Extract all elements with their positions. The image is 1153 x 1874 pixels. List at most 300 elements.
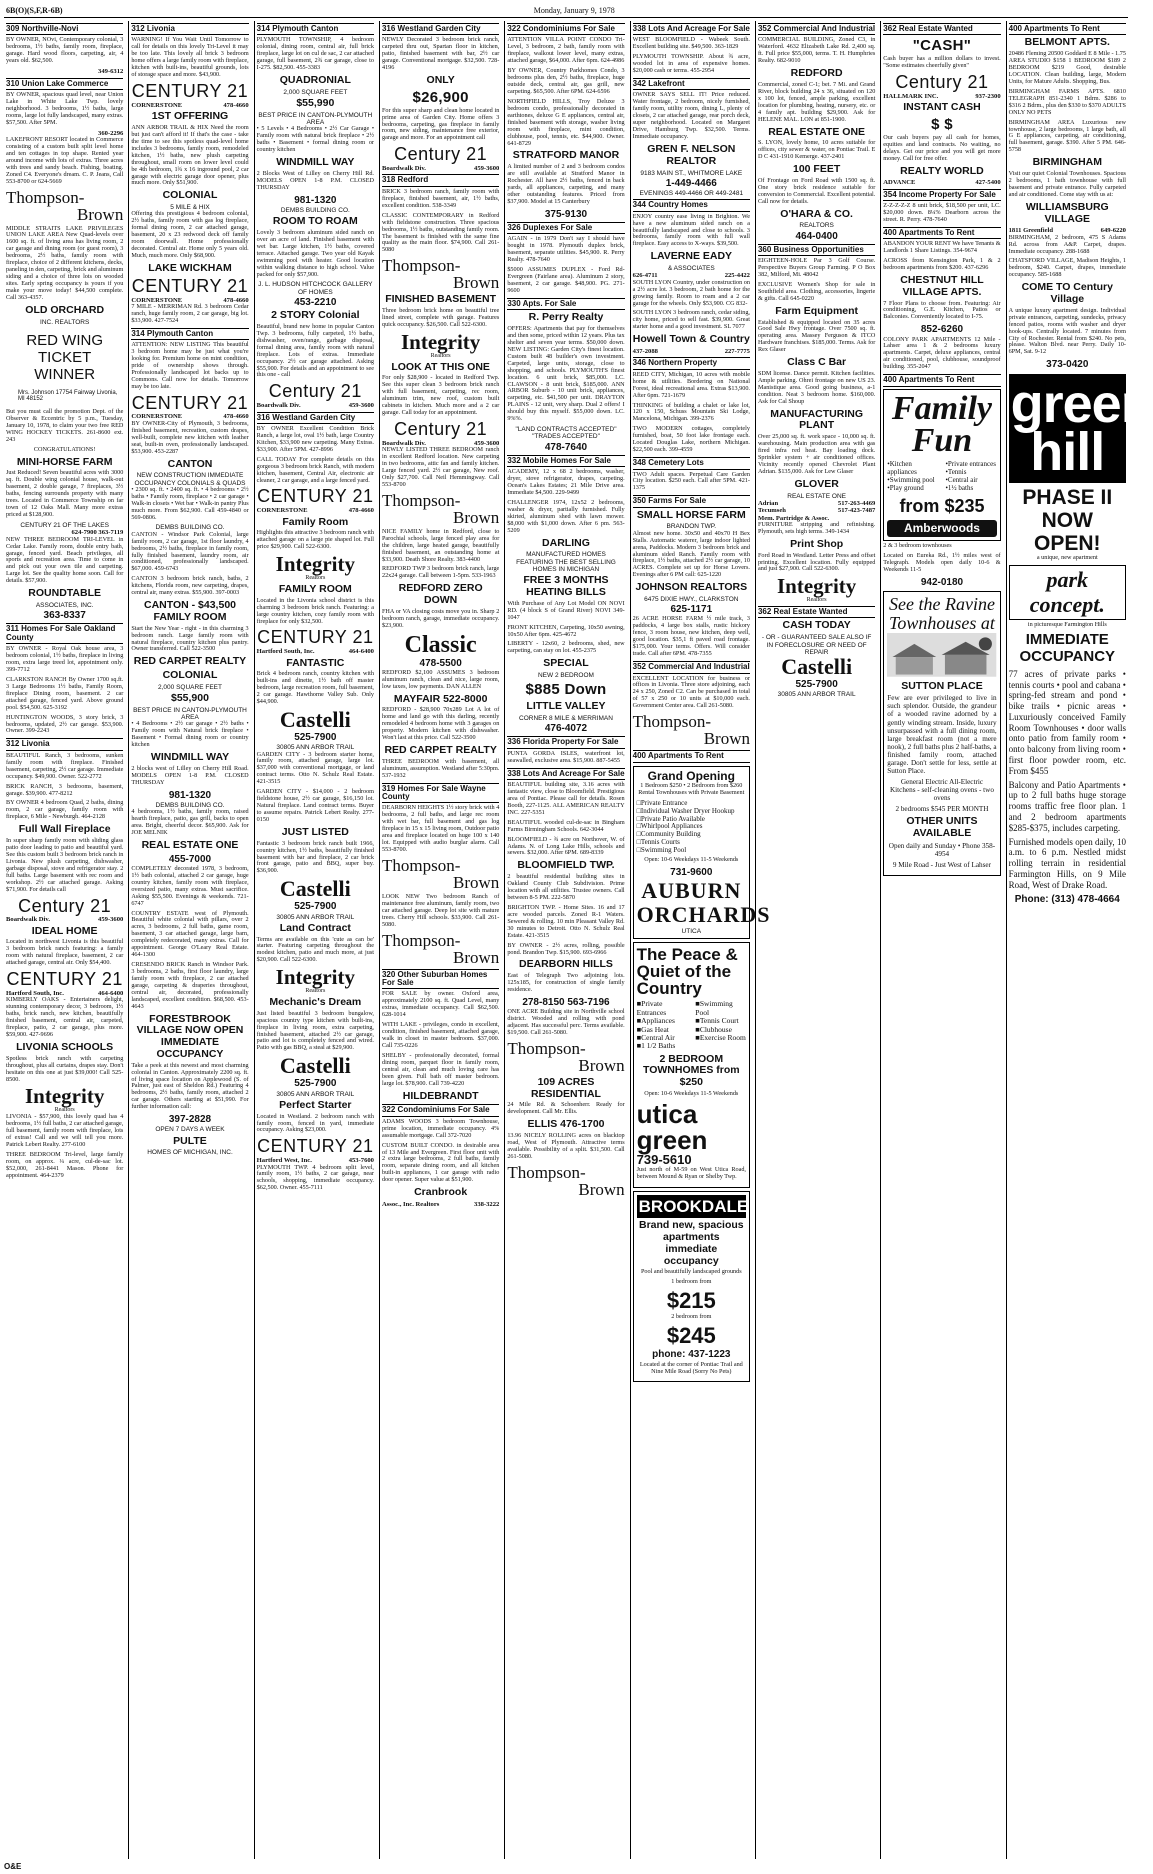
ad-headline: ELLIS 476-1700 — [527, 1118, 605, 1131]
green-hill-tagline: a unique, new apartment — [1036, 553, 1098, 561]
classified-ad: SHELBY - professionally decorated, formal dining room, parquet floor in family room, central air, clean and much loving care has been given. Full bath off master bedroom. large lot. $78,900. Call 739-4220 — [381, 1051, 500, 1087]
classified-ad: Brick 4 bedroom ranch, country kitchen with built-ins and dinette, 1½ bath off master bedroom, large recreation room, full basement, 2 car garage. Hawthorne Valley Sub. Only $44,900. — [256, 670, 374, 706]
logo-line-1: Thompson- — [381, 256, 461, 276]
classified-ad: Spotless brick ranch with carpeting throughout, plus all curtains, drapes stay. Don't hesitate on this one at just $39,000! Call 525-8500. — [6, 1054, 124, 1083]
brookdale-phone: phone: 437-1223 — [652, 1349, 731, 1361]
ad-headline: REDFORD — [790, 67, 843, 80]
auburn-feature: □ Whirlpool Appliances — [637, 823, 746, 831]
classified-ad: HUNTINGTON WOODS, 3 story brick, 3 bedrooms, updated, 2½ car garage. $53,900. Owner. 399-2243 — [6, 713, 124, 735]
ad-subline: BEST PRICE IN CANTON-PLYMOUTH AREA — [258, 111, 373, 127]
classified-ad: REED CITY, Michigan, 10 acres with mobile home & utilities. Bordering on National Forest, ideal recreational area. Extras $13,900. After 6pm. 721-1679 — [632, 370, 750, 399]
ad-subline: 5 MILE & HIX — [170, 204, 210, 212]
ad-subline: DEMBS BUILDING CO. — [155, 524, 225, 532]
ad-headline: GLOVER — [794, 477, 839, 490]
section-heading: 336 Florida Property For Sale — [507, 736, 624, 748]
logo-line-1: Thompson- — [507, 1038, 586, 1058]
classified-ad: $5000 ASSUMES DUPLEX - Ford Rd-Evergreen (Fairlane area). Aluminum 2 story, basement, 2 car garage. $48,900. PG. 271-9600 — [507, 266, 625, 294]
ad-headline: 1ST OFFERING — [151, 110, 229, 123]
ad-subline: CORNER 8 MILE & MERRIMAN — [519, 714, 613, 722]
classified-ad: BEAUTIFUL Ranch, 3 bedrooms, sunken family room with fireplace. Finished basement, carpeting, 2½ car garage. Immediate occupancy. $49,900. Owner. 522-2772 — [6, 751, 124, 780]
winner-address: Mrs. Johnson 17754 Fairway Livonia, MI 48152 — [18, 389, 118, 403]
ad-headline: ONLY — [426, 74, 455, 87]
classified-ad: 7 MILE - MERRIMAN Rd. 3 bedroom Cedar ranch, huge family room, 2 car garage, big lot. $33,900. 427-7524 — [131, 302, 249, 324]
ad-headline: BIRMINGHAM — [1032, 156, 1102, 169]
classified-ad: With Purchase of Any Lot Model ON NOVI RD. (4 block S of Grand River) NOVI 349-1047 — [507, 599, 625, 621]
agency-name: CORNERSTONE — [131, 413, 183, 421]
ad-headline: ROUNDTABLE — [28, 587, 102, 600]
page-footer: O&E — [4, 1862, 22, 1872]
family-fun-features — [887, 461, 996, 492]
ad-subline: HOMES OF MICHIGAN, INC. — [147, 1149, 233, 1157]
agency-name: Hartford South, Inc. — [256, 648, 315, 656]
classified-ad: Located in the Livonia school district is this charming 3 bedroom brick ranch. Featuring: a large country kitchen, cozy family room with fireplace for only $32,500. — [256, 596, 374, 625]
ad-subline: MANUFACTURED HOMES FEATURING THE BEST SELLING HOMES IN MICHIGAN — [516, 551, 616, 573]
utica-green-logo: utica green — [636, 1098, 708, 1155]
classified-ad: REDFORD TWP 3 bedroom brick ranch, large 22x24 garage. Call between 1-5pm. 533-1963 — [381, 565, 500, 580]
classified-ad: REDFORD - $28,900 70x289 Lot A lot of home and land go with this darling, recently remodeled 4 bedroom home with 3 garages on property. Modern kitchen with dishwasher. Won't last at this price. Call 522-3500 — [381, 706, 500, 742]
section-heading: 319 Homes For Sale Wayne County — [382, 783, 499, 804]
ad-phone-large: 375-9130 — [544, 208, 588, 220]
column-3 — [254, 21, 376, 1859]
ad-headline: 109 ACRES RESIDENTIAL — [530, 1075, 601, 1100]
classified-ad: NICE FAMILY home in Redford, close to Parochial schools, large fenced play area for the children, large heated garage, beautifully finished basement, an outstanding home at $33,900. Death Shore Realty. 383-4400 — [381, 527, 500, 563]
ad-headline: LAKE WICKHAM — [148, 261, 232, 274]
ad-headline: O'HARA & CO. — [780, 207, 853, 220]
ad-phone-large: 278-8150 563-7196 — [522, 997, 610, 1008]
auburn-city: UTICA — [681, 928, 702, 936]
ad-headline: Family Room — [282, 515, 349, 528]
ad-phone: 624-7900 363-7119 — [71, 529, 124, 537]
agency-phone: 453-7600 — [348, 1157, 374, 1165]
classified-ad: LIBERTY - 12x60, 2 bedrooms, shed, new carpeting, can stay on lot. 455-2375 — [507, 640, 625, 655]
classified-ad: COMMERCIAL BUILDING, Zoned C3, in Waterford. 4632 Elizabeth Lake Rd. 2,400 sq. ft. Full price $55,000, terms. T. H. Humphries Realty. 682-9010 — [757, 36, 876, 65]
ad-subline: 30805 ANN ARBOR TRAIL — [276, 1090, 355, 1098]
integrity-logo: Integrity — [25, 1084, 105, 1109]
column-1 — [4, 21, 125, 1859]
ad-headline: REDFORD ZERO DOWN — [398, 582, 483, 607]
utica-feature: ■ Gas Heat — [637, 1026, 688, 1034]
century-21-logo: CENTURY 21 — [257, 1136, 374, 1157]
sutton-hours: Open daily and Sunday • Phone 358-4954 — [888, 841, 996, 858]
classified-ad: KIMBERLY OAKS - Entertainers delight, stunning contemporary decor, 3 bedroom, 1½ baths, brick ranch, new kitchen, beautifully finished basement, central air, carpeted, fireplace, patio, 2 car garage, plus more. $59,900. 427-9696 — [6, 996, 124, 1039]
sutton-other: OTHER UNITS AVAILABLE — [906, 815, 978, 839]
brookdale-ad — [633, 1191, 750, 1382]
classified-ad: Commercial, zoned C-1; bet. 7 Mi. and Grand River, block building 24 x 36, situated on 120 x 100 lot, fenced, ample parking, excellent location for plumbing, heating, nursery, etc. or 4 family apt. building $29,900. Ask for HELENE MAL. LON at 851-1900. — [757, 80, 876, 123]
column-7 — [755, 21, 877, 1859]
integrity-sub: Realtors — [806, 597, 827, 604]
classified-ad: GARDEN CITY - 3 bedroom starter home, family room, attached garage, large lot. $37,000 with conventional mortgage, or land contract terms. Otto N. Schulz Real Estate. 421-3515 — [256, 750, 374, 786]
classified-ad: BY OWNER - Royal Oak house area, 3 bedroom colonial, 1½ baths, fireplace in living room, extra large treed lot, appointment only. 399-7712 — [6, 645, 124, 673]
section-heading: 344 Country Homes — [633, 199, 750, 211]
issue-date: Monday, January 9, 1978 — [533, 6, 615, 16]
classified-ad: CALL TODAY For complete details on this gorgeous 3 bedroom brick Ranch, with modern kitchen, basement, Central Air, electronic air cleaner, 2 car garage, and a large fenced yard. — [256, 455, 374, 484]
ad-headline: BELMONT APTS. — [1024, 36, 1110, 49]
park-concept-logo: park concept. — [1009, 565, 1126, 620]
classified-ad: For this super sharp and clean home located in prime area of Garden City. Home offers 3 bedrooms, carpeting, gas fireplace in family room, new siding, maintenance free exterior, garage and more. For an appointment call — [381, 106, 500, 142]
ad-headline: $55,990 — [296, 97, 335, 110]
logo-line-1: Thompson- — [6, 187, 85, 207]
ad-subline: ASSOCIATES, INC. — [35, 601, 94, 609]
ad-headline: LOOK AT THIS ONE — [391, 360, 490, 373]
ad-headline: FANTASTIC — [286, 656, 345, 669]
ad-subline: BEST PRICE IN CANTON-PLYMOUTH AREA — [133, 706, 247, 722]
classified-ad: Z-Z-Z-Z-Z 8 unit brick, $18,500 per unit, LC. $20,000 down. 8¼% Dearborn across the street. R. Perry. 478-7640 — [883, 202, 1001, 223]
classified-ad: BY OWNER, NOvi, Contemporary colonial, 3 bedrooms, 1½ baths, family room, fireplace, garage. Hard wood floors, carpeting, air, 4 years old. $62,500. — [6, 36, 124, 65]
agency-phone: 937-2300 — [975, 92, 1001, 100]
column-4 — [379, 21, 501, 1859]
ad-subline: BRANDON TWP. — [666, 523, 717, 531]
section-heading: 400 Apartments To Rent — [633, 750, 750, 762]
ad-subline: & ASSOCIATES — [667, 265, 715, 273]
classified-ad: Fantastic 3 bedroom brick ranch built 1966, country kitchen, 1½ baths, beautifully finished basement with bar and fireplace, 2 car brick front garage, patio and BBQ, super buy. $36,900. — [256, 839, 374, 875]
ad-headline: FAMILY ROOM — [278, 582, 352, 595]
classified-ad: 26 ACRE HORSE FARM ½ mile track, 3 paddocks, 4 large box stalls, rustic hickory fence, 3 room house, new kitchen, deep well, good location. $35,1 ft paved road frontage. $175,000. Your terms. Offers. Will consider trade. Call after 6PM. 478-7355 — [632, 615, 750, 658]
agency-name: Boardwalk Div. — [381, 439, 426, 447]
section-heading: 348 Cemetery Lots — [633, 457, 750, 469]
classified-ad: CHATSFORD VILLAGE, Madison Heights, 1 bedroom, $240. Carpet, drapes, immediate occupancy. 585-1688 — [1008, 257, 1126, 279]
integrity-sub: Realtors — [430, 352, 451, 359]
ticket-winner-heading: RED WING TICKET WINNER — [26, 331, 103, 384]
classified-ad: ATTENTION VILLA POINT CONDO Tri-Level, 3 bedroom, 2 bath, family room with fireplace, walkout lower level, many extras, attached garage, $64,000. After 6pm. 624-4986 — [507, 36, 625, 65]
classified-ad: BEAUTIFUL wooded cul-de-sac in Bingham Farms Birmingham Schools. 642-3044 — [507, 818, 625, 833]
classified-ad: BY OWNER Excellent Condition Brick Ranch, a large lot, oval 1½ bath, large Country Kitchen, $33,900 new carpeting. Many Extras. $33,900. After 5PM. 427-8996 — [256, 424, 374, 453]
classified-ad: 2 & 3 bedroom townhouses — [883, 542, 952, 550]
classified-ad: Take a peek at this newest and most charming colonial in Canton. Approximately 2200 sq. ft. of living space location on Applewood (S. of Palmer, just east of Sheldon Rd.) Featuring 4 bedrooms, 2½ baths, family room, attached 2 car garage. Others starting at $51,990. For further information call: — [131, 1061, 249, 1111]
utica-directions: Just north of M-59 on West Utica Road, between Mound & Ryan or Shelby Twp. — [636, 1166, 746, 1181]
thompson-brown-logo — [6, 189, 123, 223]
section-heading: 330 Apts. For Sale — [507, 298, 624, 310]
ad-center-line: CONGRATULATIONS! — [33, 445, 96, 453]
ad-price-display: $885 Down — [525, 681, 607, 699]
classified-ad: Lovely 3 bedroom aluminum sided ranch on over an acre of land. Finished basement with wet bar. Large kitchen, 1½ baths, covered terrace. Attached garage. Two year old Kayak swimming pool with heater. Good location within walking distance to high school. Value packed for only $57,900. — [256, 228, 374, 278]
section-heading: 342 Lakefront — [633, 78, 750, 90]
ad-subline: J. L. HUDSON HITCHCOCK GALLERY OF HOMES — [258, 281, 373, 296]
ad-subline: 9183 MAIN ST., WHITMORE LAKE — [640, 169, 743, 177]
section-heading: 332 Mobile Homes For Sale — [507, 455, 624, 467]
ad-headline: FINISHED BASEMENT — [385, 293, 497, 306]
classified-ad: SOUTH LYON Country, under construction on a 2½ acre lot. 3 bedroom, 2 bath home for the growing family. Room to roam and a 2 car garage for the wheels. Only $53,900. CG 832- — [632, 278, 750, 307]
agency-phone: 478-4660 — [223, 101, 249, 109]
logo-line-2: Brown — [703, 729, 750, 749]
century-21-logo: Century 21 — [268, 381, 362, 402]
sutton-address: 9 Mile Road - Just West of Lahser — [892, 860, 992, 869]
classified-ad: NEW THREE BEDROOM TRI-LEVEL in Cedar Lake. Family room, double entry bath, garage, fenced yard. Beach privileges, all sports and recreation area. Time to come in and pick out your own tile and carpeting. Large lot. See the quality home soon. Call for details. $57,900. — [6, 535, 124, 585]
ad-headline: Farm Equipment — [775, 304, 859, 317]
ad-headline: 2 STORY Colonial — [271, 309, 360, 322]
classified-ad: CLARKSTON RANCH By Owner 1700 sq.ft. 3 Large Bedrooms 1½ baths, Family Room, fireplace Dining room, basement. 2 car attached garage, fenced yard. Above ground pool. $54,500. 625-3192 — [6, 675, 124, 711]
section-heading: 354 Income Property For Sale — [883, 189, 1000, 201]
auburn-feature: □ Community Building — [637, 831, 746, 839]
agency-name: Adrian — [757, 499, 779, 507]
ad-headline: JOHNSON REALTORS — [635, 581, 748, 594]
brookdale-sub: Pool and beautifully landscaped grounds — [640, 1268, 742, 1276]
section-heading: 312 Livonia — [131, 23, 248, 35]
green-hill-copy-2: Balcony and Patio Apartments • up to 2 full baths huge storage rooms traffic free floor plan. 1 and 2 bedroom apartments $285-$375, includes carpeting. — [1008, 779, 1126, 833]
utica-feature: ■ Private Entrances — [637, 1000, 688, 1017]
ad-phone-large: 373-0420 — [1046, 359, 1089, 371]
utica-feature: ■ Appliances — [637, 1017, 688, 1025]
ad-phone-large: 464-0400 — [795, 230, 838, 242]
section-heading: 316 Westland Garden City — [382, 23, 499, 35]
green-hill-immediate: IMMEDIATE OCCUPANCY — [1019, 631, 1116, 665]
ad-headline: RED CARPET REALTY — [133, 655, 247, 668]
green-hill-copy-3: Furnished models open daily, 10 a.m. to 6 p.m. Nestled midst rolling terrain in residential Farmington Hills, on 9 Mile Road, West of Drake Road. — [1008, 836, 1126, 890]
classified-ad: LOOK NEW Two bedroom Ranch of maintenance free aluminum, family room, two car attached garage. Deep lot site with mature trees. Cherry Hill schools. $33,900. Call 261-5080. — [381, 892, 500, 928]
classified-ad: Visit our quiet Colonial Townhouses. Spacious 2 bedrooms, 1 bath townhouse with full basement and private entrance. Fully carpeted and air conditioned. Come stay with us at: — [1008, 170, 1126, 198]
ad-phone-large: 363-8337 — [43, 610, 86, 622]
ad-headline: QUADRONIAL — [279, 74, 351, 87]
classified-ad: OWNER SAYS SELL IT! Price reduced. Water frontage, 2 bedroom, nicely furnished, family room, utility room, dining L, plenty of closets, 2 car attached garage, rear porch deck, super neighborhood. Located on Margaret Drive, Hamburg Twp. $32,500. Terms. Immediate occupancy. — [632, 91, 750, 141]
sutton-place-ad — [883, 591, 1000, 876]
auburn-feature: □ Individual Washer Dryer Hookup — [637, 808, 746, 816]
green-hill-phone: Phone: (313) 478-4664 — [1014, 893, 1120, 905]
integrity-logo: Integrity — [275, 552, 355, 577]
agency-line — [382, 1201, 499, 1208]
agency-line — [883, 93, 1000, 100]
ad-headline: MAYFAIR 522-8000 — [393, 692, 488, 705]
section-heading: 352 Commercial And Industrial — [633, 661, 750, 673]
ad-phone-large: 453-2210 — [294, 296, 337, 308]
section-heading: 309 Northville-Novi — [6, 23, 123, 35]
classified-ad: PLYMOUTH TOWNSHIP, 4 bedroom colonial, dining room, central air, full brick fireplace, large lot on cul de sac, 2 car attached garage, full basement, 2¾ car garage, close to I-275. $82,500. 455-3383 — [256, 36, 374, 72]
feature-item: • Kitchen appliances — [887, 461, 938, 477]
classified-ad: THINKING of building a chalet or lake lot, 120 x 150, Schuss Mountain Ski Lodge, Mancelona, Michigan. 399-2376 — [632, 401, 750, 423]
ad-phone-large: 397-2828 — [168, 1114, 212, 1126]
ad-phone: 349-6312 — [98, 68, 124, 76]
classified-ad: WITH LAKE - privileges, condo in excellent, condition, finished basement, attached garage, walk in closet in master bedroom. $37,000. Call 735-0226 — [381, 1021, 500, 1050]
section-heading: 400 Apartments To Rent — [1009, 23, 1126, 35]
column-2 — [128, 21, 250, 1859]
ad-headline: FREE 3 MONTHS HEATING BILLS — [523, 574, 609, 599]
classified-ad: THREE BEDROOM with basement, all aluminum, assumption. Westland after 5:30pm. 537-1932 — [381, 757, 500, 779]
section-heading: 362 Real Estate Wanted — [883, 23, 1000, 35]
classified-ad: EXCLUSIVE Women's Shop for sale in Southfield area. Clothing, accessories, lingerie & gifts. Call 645-0220 — [757, 280, 876, 302]
auburn-feature: □ Swimming Pool — [637, 847, 746, 855]
century-21-logo: CENTURY 21 — [257, 486, 374, 507]
utica-feature: ■ Exercise Room — [695, 1034, 746, 1042]
classified-ad: NEWLY LISTED THREE BEDROOM ranch in excellent Redford location. New carpeting in two bedrooms, attic fan and family kitchen. Large fenced yard. 2½ car garage, New roof. Only $27,700. Call Neil Hemmingway. Call 553-8700 — [381, 446, 500, 488]
feature-item: • Swimming pool — [887, 477, 938, 485]
logo-line-2: Brown — [453, 273, 500, 293]
ad-subline: NEW CONSTRUCTION IMMEDIATE OCCUPANCY COLONIALS & QUADS — [134, 472, 246, 487]
section-heading: 338 Lots And Acreage For Sale — [507, 768, 624, 780]
classified-ad: Offering this prestigious 4 bedroom colonial, 2½ baths, family room with gas log fireplace, formal dining room, 2 car attached garage, basement, 20 x 23 redwood deck off family room doorwall. Home professionally decorated. Central air. Home only 5 years old. Much, much more. Only $68,900. — [131, 210, 249, 260]
classified-ad: Highlights this attractive 3 bedroom ranch with attached garage on a large pie shaped lot. Full price $29,900. Call 522-6300. — [256, 529, 374, 551]
ad-headline: COLONIAL — [162, 189, 218, 202]
section-heading: 320 Other Suburban Homes For Sale — [382, 969, 499, 990]
column-6-list — [633, 23, 750, 763]
century-21-logo: Century 21 — [394, 418, 488, 439]
agency-name: HALLMARK INC. — [883, 92, 939, 100]
ad-subline: NEW 2 BEDROOM — [537, 672, 594, 680]
classified-ad: Start the New Year - right - in this charming 3 bedroom ranch. Large family room with natural fireplace, country kitchen plus pantry. Owner transferred. Call 522-3500 — [131, 624, 249, 653]
century-21-logo: Century 21 — [18, 895, 112, 916]
brookdale-1br-label: 1 bedroom from — [671, 1278, 712, 1286]
classified-ad: WEST BLOOMFIELD - Wabeek South. Excellent building site. $49,500. 363-1829 — [632, 36, 750, 51]
classified-ad: A limited number of 2 and 3 bedroom condos are still available at Stratford Manor in Rochester. All have 2½ baths, fenced in back yards, all appliances, carpeting, and many other outstanding features. Priced from $37,900. Model at 15 Canterbury — [507, 163, 625, 205]
ad-headline: WINDMILL WAY — [276, 156, 355, 169]
classified-ad: DEARBORN HEIGHTS 1½ story brick with 4 bedrooms, 2 full baths, and large rec room with wet bar, full basement and gas log fireplace in 15 x 15 living room, Outdoor patio area and fireplace located on huge 100 x 140 lot. Equipped with audio burglar alarm. Call 553-8700. — [381, 804, 500, 854]
ad-phone-large: 981-1320 — [168, 789, 212, 801]
classified-ad: • 2300 sq. ft. • 2400 sq. ft. • 4 bedrooms • 2½ baths • Family room, fireplace • 2 car garage • Walk-in closets • Wet bar • Walk-in pantry Plus much more. From $62,900. Call 459-4840 or 569-0806. — [131, 485, 249, 521]
logo-line-2: Brown — [77, 204, 124, 224]
classified-ad: BY OWNER 4 bedroom Quad, 2 baths, dining room, 2 car garage, family room with fireplace, 6 Mile - Newburgh. 464-2128 — [6, 799, 124, 821]
thompson-brown-logo — [382, 492, 499, 526]
castelli-logo: Castelli — [279, 876, 351, 902]
ad-headline: DEARBORN HILLS — [519, 958, 613, 971]
integrity-logo: Integrity — [275, 965, 355, 990]
auburn-title: Grand Opening — [647, 768, 735, 783]
castelli-logo: Castelli — [279, 1053, 351, 1079]
century-21-logo: CENTURY 21 — [257, 627, 374, 648]
brookdale-location: Located at the corner of Pontiac Trail and Nine Mile Road (Sorry No Pets) — [639, 1360, 743, 1375]
ad-headline: Mechanic's Dream — [269, 995, 362, 1008]
agency-line — [883, 179, 1000, 186]
classified-ad: Three bedroom brick home on beautiful tree lined street, complete with garage. Features quick occupancy. $26,500. Call 522-6300. — [381, 307, 500, 328]
century-21-logo: CENTURY 21 — [131, 275, 249, 296]
ad-subline: 30805 ANN ARBOR TRAIL — [777, 691, 856, 699]
ad-headline: LAVERNE EADY — [650, 250, 733, 263]
page-code: 6B(O)(S,F,R-6B) — [6, 6, 63, 16]
classified-ad: TWO Adult spaces. Perpetual Care Garden City location. $250 each. Call after 5PM. 421-1375 — [632, 470, 750, 492]
agency-name: Boardwalk Div. — [6, 916, 50, 924]
classified-ad: Located in northwest Livonia is this beautiful 3 bedroom brick ranch featuring: a family room with natural fireplace, basement, 2 car attached garage, central air. Only $54,400. — [6, 938, 124, 967]
classified-ad: LAKEFRONT RESORT located in Commerce consisting of a custom built split level home and ten cottages in top shape. Rented year around income with lots of extras. Three acres with trees and sandy beach. Fishing, boating. Zoned C4. Everyone's dream. C. P. Jeans, Call 553-8700 or 624-5669 — [6, 135, 124, 185]
agency-name: CORNERSTONE — [256, 507, 308, 515]
brookdale-logo: BROOKDALE — [637, 1195, 746, 1218]
section-heading: 400 Apartments To Rent — [883, 374, 1000, 386]
ad-headline: COME TO Century Village — [1021, 281, 1113, 306]
classic-logo: Classic — [404, 631, 477, 658]
family-fun-price: from $235 — [899, 496, 985, 517]
ad-headline: MANUFACTURING PLANT — [770, 407, 863, 432]
ad-headline: INSTANT CASH — [903, 101, 981, 114]
auburn-feature: □ Private Entrance — [637, 800, 746, 808]
auburn-orchards-ad — [633, 766, 771, 940]
auburn-feature-list — [637, 800, 746, 855]
classified-ad: PLYMOUTH TWP. 4 bedroom split level, family room, 1½ baths, 2 car garage, near schools, shopping, immediate occupancy. $62,500. Owner. 455-7111 — [256, 1163, 374, 1192]
classified-ad: 20486 Fleming 20500 Goddard E 8 Mile - 1.75 AREA STUDIO $158 1 BEDROOM $189 2 BEDROOM $219 Good, desirable LOCATION. Clean building, large, Modern Units, for Mature Adults. Shopping, Bus. — [1008, 50, 1126, 85]
century-21-logo: Century 21 — [394, 144, 488, 165]
ad-headline: IDEAL HOME — [31, 924, 98, 937]
agency-phone: 464-6400 — [348, 648, 374, 656]
family-fun-title: Family Fun — [891, 389, 993, 459]
agency-name: Tecumseh — [757, 507, 786, 515]
logo-line-1: Thompson- — [381, 490, 461, 510]
classified-ad: BY OWNER - 2½ acres, rolling, possible pond. Brandon Twp. $15,900. 693-6966 — [507, 941, 625, 956]
classified-ad: REDFORD $2,100 ASSUMES 3 bedroom aluminum ranch, clean and nice, large room, low taxes, low payments. DAN ALLEN — [381, 668, 500, 690]
classified-ad: CANTON 3 bedroom brick ranch, baths, 2 kitchens, Florida room, new carpeting, drapes, central air, many extras. $55,900. 397-0003 — [131, 575, 249, 597]
sutton-copy: Few are ever privileged to live in such splendor. Outside, the grandeur of a wooded ravine adorned by a gently winding stream. Inside, luxury unsurpassed with a full dining room, large breakfast room (not a mere nook), 2 full baths plus 2 half-baths, a finished family room, attached garage. Don't settle for less, settle at Sutton Place. — [887, 694, 997, 775]
logo-line-1: Thompson- — [381, 855, 461, 875]
sutton-price: 2 bedrooms $545 PER MONTH — [895, 805, 989, 814]
agency-name: Assoc., Inc. Realtors — [381, 1200, 440, 1208]
ad-phone-large: 525-7900 — [795, 679, 838, 691]
classified-ad: Located in Westland. 2 bedroom ranch with family room, fenced in yard, immediate occupancy. Asking $23,000. — [256, 1112, 374, 1134]
classified-ad: EXCELLENT LOCATION for business or offices in Livonia. Three store adjoining, each 24 x 250, Zoned C2. Can be purchased in total of 57 x 250 or 10 units at $10,000 each. Government Center area. Call 261-5080. — [632, 674, 750, 710]
ad-subline: 30805 ANN ARBOR TRAIL — [276, 913, 355, 921]
ad-headline: R. Perry Realty — [528, 311, 604, 324]
auburn-feature: □ Tennis Courts — [637, 839, 746, 847]
agency-phone: 464-6400 — [98, 989, 124, 997]
column-5 — [504, 21, 626, 1859]
ad-headline: Land Contract — [279, 921, 351, 934]
logo-line-2: Brown — [578, 1055, 625, 1075]
ad-phone-large: 981-1320 — [294, 194, 337, 206]
classified-ad: S. LYON, lovely home, 10 acres suitable for offices, city sewer & water, on Pontiac Trail. E D C 431-1910 Kemerge. 437-2401 — [757, 139, 876, 161]
classified-ad: GARDEN CITY - $14,000 - 2 bedroom fieldstone house, 2½ car garage, $16,150 lot. Natural fireplace. Land contract terms. Buyer to assume repairs. Patrick Lebert Realty. 277-0150 — [256, 788, 374, 823]
ad-subline: INC. REALTORS — [40, 318, 90, 326]
classified-ad: CUSTOM BUILT CONDO. in desirable area of 13 Mile and Evergreen. First floor unit with 2 extra large bedrooms, 2 full baths, family room, separate dining room, and all kitchen built-in appliances, 1 car garage with radio door opener. Super value at $51,900. — [381, 1141, 500, 1184]
ad-subline: REAL ESTATE ONE — [787, 492, 847, 500]
agency-name: Boardwalk Div. — [381, 165, 426, 173]
agency-line — [758, 507, 875, 514]
auburn-feature: □ Private Patio Available — [637, 816, 746, 824]
thompson-brown-logo — [507, 1040, 624, 1074]
section-heading: 350 Farms For Sale — [633, 495, 750, 507]
classified-ad: But you must call the promotion Dept. of the Observer & Eccentric by 5 p.m., Tuesday, January 10, 1978, to claim your two free RED WING HOCKEY TICKETS. 261-8600 ext. 243 — [6, 408, 124, 443]
classified-ad: MIDDLE STRAITS LAKE PRIVILEGES UNION LAKE AREA New Quad-levels over 1600 sq. ft. of living area has living room, 2 car garage and dining room (or guest room), 3 bedrooms, 2½ baths, family room with fireplace, choice of 2 different kitchens, decks, paneling in den, carpeting, brick and aluminum siding and a choice of three lots on wooded sites. Early spring occupancy is yours if you make your move today! $44,500 complete. Call 363-4357. — [6, 224, 124, 301]
logo-line-2: Brown — [453, 507, 500, 527]
ad-headline: Perfect Starter — [279, 1098, 352, 1111]
utica-feature: ■ Swimming Pool — [695, 1000, 746, 1017]
classified-ad: BLOOMFIELD - ¾ acre on Northover, W. of Adams. N. of Long Lake Hills, schools and sewers. $32,000. After 6PM. 689-8339 — [507, 835, 625, 857]
classified-ad: PLYMOUTH TOWNSHIP. About ¾ acre, wooded lot in area of expensive homes. $20,000 cash or terms. 455-2954 — [632, 53, 750, 75]
sutton-kitchen: General Electric All-Electric Kitchens - self-cleaning ovens - two ovens — [889, 777, 994, 803]
ad-headline: HILDEBRANDT — [402, 1089, 479, 1102]
utica-hours: Open: 10-6 Weekdays 11-5 Weekends — [644, 1089, 739, 1097]
townhouse-illustration — [887, 633, 996, 677]
ad-headline: RED CARPET REALTY — [384, 744, 497, 757]
agency-phone: 459-3600 — [474, 165, 500, 173]
agency-name: 437-2088 — [632, 348, 658, 356]
ad-headline: CANTON - $43,500 FAMILY ROOM — [143, 599, 236, 623]
logo-line-2: Brown — [453, 872, 500, 892]
utica-phone: 739-5610 — [636, 1151, 692, 1167]
agency-name: ADVANCE — [883, 179, 916, 187]
ad-headline: PULTE — [173, 1134, 207, 1147]
feature-item: • Central air — [945, 477, 996, 485]
logo-line-1: Thompson- — [507, 1162, 586, 1182]
logo-line-2: Brown — [578, 1179, 625, 1199]
agency-phone: 649-6220 — [1100, 227, 1126, 235]
classified-ad: In super sharp family room with sliding glass patio door leading to patio and beautiful yard. See this custom built 3 bedroom brick ranch in Livonia. New plush carpeting, dishwasher, garbage disposal, stove and refrigerator stay. 2 full baths. Large basement with rec room and workshop. 2½ car attached garage. Asking $71,900. For details call — [6, 837, 124, 893]
classified-ad: ACADEMY, 12 x 68 2 bedrooms, washer, dryer, stove refrigerator, drapes, carpeting. Ocean's Lakes Estates; 21 Mile Drive area. Immediate $4,500. 229-9499 — [507, 468, 625, 497]
classified-ad: 7 Floor Plans to choose from. Featuring: Air conditioning, G.E. Kitchen, Patios or Balconies. Conveniently located to I-75. — [883, 299, 1001, 321]
section-heading: 312 Livonia — [6, 738, 123, 750]
classified-ad: BIRMINGHAM AREA Luxurious new townhouse, 2 large bedrooms, 1 large bath, all G E appliances, carpeting, air conditioning, full basement, garage. $390. After 5 PM. 646-5758 — [1008, 118, 1126, 154]
ad-headline: FORESTBROOK VILLAGE NOW OPEN IMMEDIATE OCCUPANCY — [136, 1012, 244, 1060]
auburn-phone: 731-9600 — [670, 866, 713, 878]
ad-headline: CASH TODAY — [782, 619, 851, 632]
century-21-logo: CENTURY 21 — [6, 969, 123, 990]
classified-ad: East of Telegraph Two adjoining lots. 125x185, for construction of single family residence. — [507, 972, 625, 994]
family-fun-ad — [883, 389, 1000, 542]
brookdale-1br-price: $215 — [666, 1288, 716, 1314]
agency-phone: 478-4660 — [223, 296, 249, 304]
thompson-brown-logo — [382, 857, 499, 891]
green-hill-location: in picturesque Farmington Hills — [1027, 621, 1107, 629]
classified-ad: ABANDON YOUR RENT We have Tenants & Landlords 1 Share Listings. 354-9674 — [883, 240, 1001, 255]
agency-line — [257, 507, 374, 514]
section-heading: 360 Business Opportunities — [758, 244, 875, 256]
utica-price: 2 BEDROOM TOWNHOMES from $250 — [642, 1052, 740, 1089]
classified-ad: Located on Eureka Rd., 1½ miles west of Telegraph. Models open daily 10-6 & Weekends 11-5 — [883, 552, 1001, 573]
utica-feature: ■ Clubhouse — [695, 1026, 746, 1034]
agency-line — [382, 165, 499, 172]
ad-headline: CHESTNUT HILL VILLAGE APTS. — [900, 274, 984, 298]
agency-phone: 225-4422 — [724, 272, 750, 280]
